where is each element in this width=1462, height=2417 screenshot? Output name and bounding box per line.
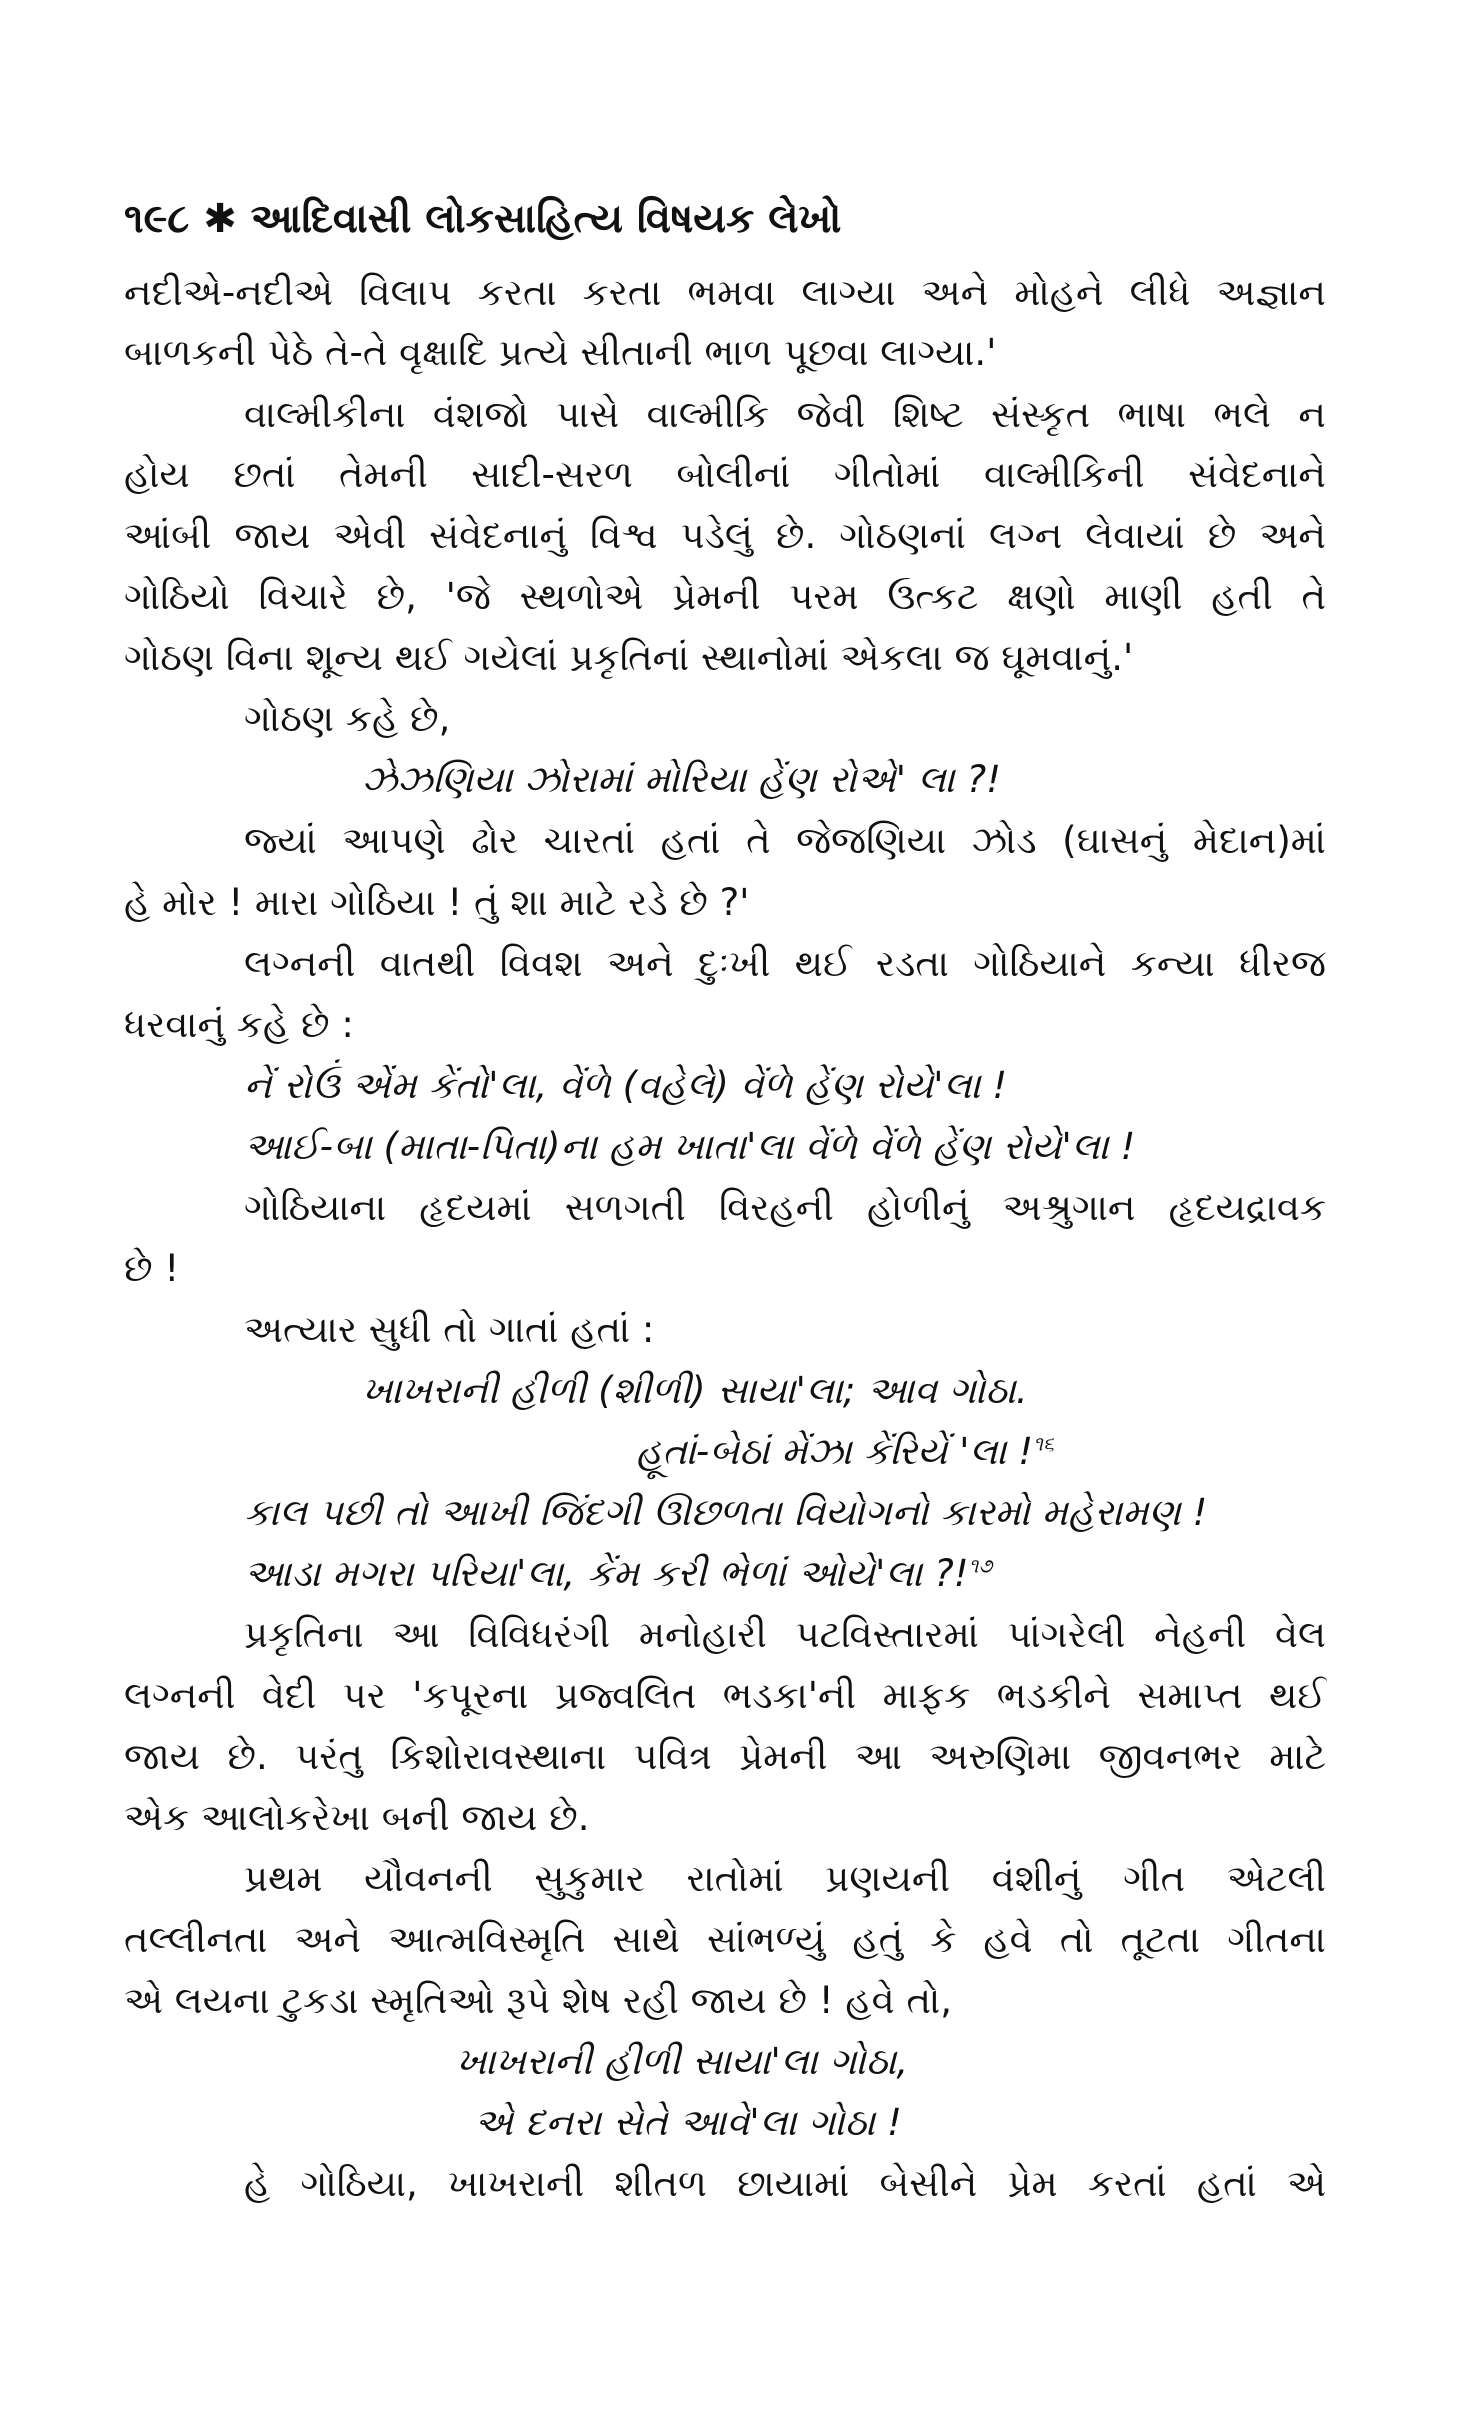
text-line: તલ્લીનતા અને આત્મવિસ્મૃતિ સાથે સાંભળ્યું હતું કે હવે તો તૂટતા ગીતના — [124, 1918, 1326, 1961]
text-line: વાલ્મીકીના વંશજો પાસે વાલ્મીકિ જેવી શિષ્ટ સંસ્કૃત ભાષા ભલે ન — [244, 393, 1326, 436]
text-line: જ્યાં આપણે ઢોર ચારતાં હતાં તે જેજણિયા ઝોડ (ઘાસનું મેદાન)માં — [244, 819, 1326, 862]
verse-text: હૂતાં-બેઠાં મેંઝા કેંરિયેં 'લા ! — [636, 1430, 1034, 1473]
verse-line: ખાખરાની હીળી (શીળી) સાયા'લા; આવ ગોઠા. — [362, 1369, 1028, 1412]
verse-line: આઈ-બા (માતા-પિતા)ના હમ ખાતા'લા વેંળે વેંળે હેંણ રોયે'લા ! — [244, 1125, 1136, 1168]
text-line: લગ્નની વેદી પર 'કપૂરના પ્રજ્વલિત ભડકા'ની માફક ભડકીને સમાપ્ત થઈ — [124, 1674, 1326, 1717]
text-line: પ્રકૃતિના આ વિવિધરંગી મનોહારી પટવિસ્તારમાં પાંગરેલી નેહની વેલ — [244, 1613, 1326, 1656]
text-line: ગોઠિયો વિચારે છે, 'જે સ્થળોએ પ્રેમની પરમ ઉત્કટ ક્ષણો માણી હતી તે — [124, 575, 1326, 618]
verse-line: ઝેઝણિયા ઝોરામાં મોરિયા હેંણ રોએ' લા ?! — [362, 758, 1001, 801]
text-line: ધરવાનું કહે છે : — [124, 1003, 354, 1046]
text-line: ગોઠણ કહે છે, — [244, 697, 451, 740]
text-line: ગોઠિયાના હૃદયમાં સળગતી વિરહની હોળીનું અશ્રુગાન હૃદયદ્રાવક — [244, 1186, 1326, 1229]
text-line: હે ગોઠિયા, ખાખરાની શીતળ છાયામાં બેસીને પ્રેમ કરતાં હતાં એ — [244, 2162, 1326, 2205]
text-line: એ લયના ટુકડા સ્મૃતિઓ રૂપે શેષ રહી જાય છે ! હવે તો, — [124, 1979, 953, 2022]
footnote-ref: ૧૬ — [1033, 1431, 1055, 1456]
verse-line: ખાખરાની હીળી સાયા'લા ગોઠા, — [456, 2040, 909, 2083]
verse-line — [636, 1430, 1055, 1473]
verse-line: નેં રોઉં એંમ કેંતો'લા, વેંળે (વહેલે) વેંળે હેંણ રોયે'લા ! — [244, 1064, 1008, 1107]
footnote-ref: ૧૭ — [968, 1553, 993, 1578]
page-header: ૧૯૮ ✱ આદિવાસી લોકસાહિત્ય વિષયક લેખો — [124, 196, 842, 242]
text-line: હોય છતાં તેમની સાદી-સરળ બોલીનાં ગીતોમાં વાલ્મીકિની સંવેદનાને — [124, 453, 1326, 496]
text-line: હે મોર ! મારા ગોઠિયા ! તું શા માટે રડે છે ?' — [124, 881, 750, 924]
verse-line: એ દનરા સેતે આવે'લા ગોઠા ! — [474, 2101, 902, 2144]
text-line: બાળકની પેઠે તે-તે વૃક્ષાદિ પ્રત્યે સીતાની ભાળ પૂછવા લાગ્યા.' — [124, 331, 997, 374]
text-line: લગ્નની વાતથી વિવશ અને દુઃખી થઈ રડતા ગોઠિયાને કન્યા ધીરજ — [244, 942, 1326, 985]
verse-line: કાલ પછી તો આખી જિંદગી ઊછળતા વિયોગનો કારમો મહેરામણ ! — [244, 1491, 1208, 1534]
text-line: નદીએ-નદીએ વિલાપ કરતા કરતા ભમવા લાગ્યા અને મોહને લીધે અજ્ઞાન — [124, 271, 1326, 314]
text-line: એક આલોકરેખા બની જાય છે. — [124, 1796, 590, 1839]
text-line: આંબી જાય એવી સંવેદનાનું વિશ્વ પડેલું છે. ગોઠણનાં લગ્ન લેવાયાં છે અને — [124, 514, 1326, 557]
text-line: ગોઠણ વિના શૂન્ય થઈ ગયેલાં પ્રકૃતિનાં સ્થાનોમાં એકલા જ ઘૂમવાનું.' — [124, 636, 1134, 679]
text-line: છે ! — [124, 1247, 180, 1290]
text-line: પ્રથમ યૌવનની સુકુમાર રાતોમાં પ્રણયની વંશીનું ગીત એટલી — [244, 1857, 1326, 1900]
verse-text: આડા મગરા પરિયા'લા, કેંમ કરી ભેળાં ઓયે'લા ?! — [244, 1552, 969, 1595]
verse-line — [244, 1552, 993, 1595]
text-line: જાય છે. પરંતુ કિશોરાવસ્થાના પવિત્ર પ્રેમની આ અરુણિમા જીવનભર માટે — [124, 1735, 1326, 1778]
text-line: અત્યાર સુધી તો ગાતાં હતાં : — [244, 1308, 655, 1351]
